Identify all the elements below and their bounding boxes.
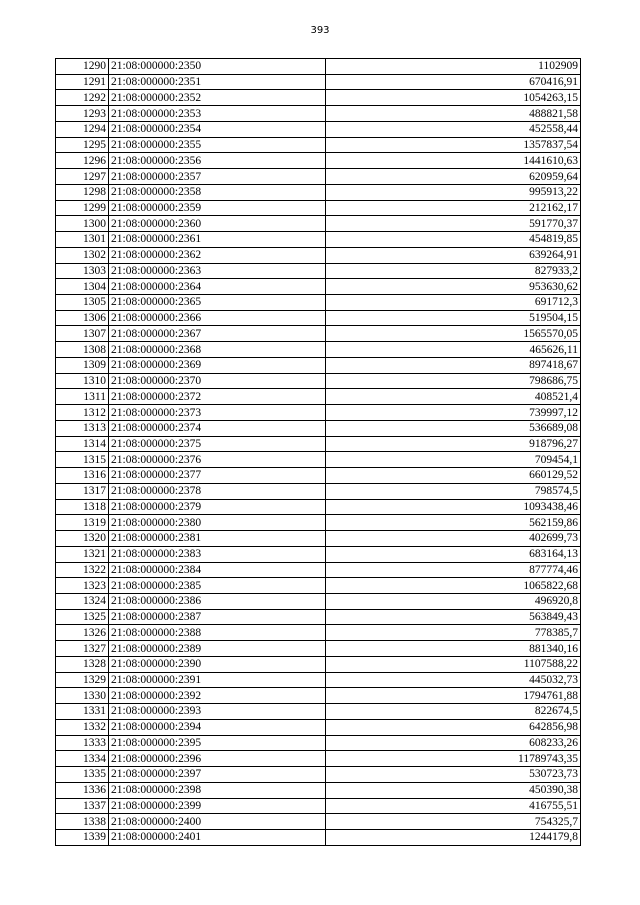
value-cell: 416755,51 xyxy=(326,798,581,814)
cadastral-number-cell: 21:08:000000:2352 xyxy=(109,90,326,106)
row-number-cell: 1316 xyxy=(56,468,109,484)
value-cell: 1794761,88 xyxy=(326,688,581,704)
cadastral-number-cell: 21:08:000000:2395 xyxy=(109,735,326,751)
cadastral-number-cell: 21:08:000000:2390 xyxy=(109,656,326,672)
table-row xyxy=(56,373,581,389)
cadastral-number-cell: 21:08:000000:2384 xyxy=(109,562,326,578)
table-row xyxy=(56,232,581,248)
table-row xyxy=(56,326,581,342)
cadastral-number-cell: 21:08:000000:2369 xyxy=(109,357,326,373)
cadastral-number-cell: 21:08:000000:2364 xyxy=(109,279,326,295)
cadastral-number-cell: 21:08:000000:2356 xyxy=(109,153,326,169)
row-number-cell: 1338 xyxy=(56,814,109,830)
table-row xyxy=(56,452,581,468)
row-number-cell: 1299 xyxy=(56,200,109,216)
table-row xyxy=(56,515,581,531)
row-number-cell: 1334 xyxy=(56,751,109,767)
value-cell: 798574,5 xyxy=(326,483,581,499)
value-cell: 562159,86 xyxy=(326,515,581,531)
row-number-cell: 1312 xyxy=(56,405,109,421)
table-row xyxy=(56,169,581,185)
value-cell: 754325,7 xyxy=(326,814,581,830)
row-number-cell: 1332 xyxy=(56,719,109,735)
table-row xyxy=(56,184,581,200)
table-row xyxy=(56,106,581,122)
value-cell: 445032,73 xyxy=(326,672,581,688)
row-number-cell: 1333 xyxy=(56,735,109,751)
cadastral-number-cell: 21:08:000000:2375 xyxy=(109,436,326,452)
cadastral-number-cell: 21:08:000000:2376 xyxy=(109,452,326,468)
value-cell: 212162,17 xyxy=(326,200,581,216)
table-row xyxy=(56,420,581,436)
value-cell: 822674,5 xyxy=(326,704,581,720)
cadastral-number-cell: 21:08:000000:2373 xyxy=(109,405,326,421)
table-row xyxy=(56,279,581,295)
row-number-cell: 1298 xyxy=(56,184,109,200)
table-row xyxy=(56,641,581,657)
table-row xyxy=(56,735,581,751)
row-number-cell: 1317 xyxy=(56,483,109,499)
table-row xyxy=(56,751,581,767)
row-number-cell: 1300 xyxy=(56,216,109,232)
cadastral-number-cell: 21:08:000000:2357 xyxy=(109,169,326,185)
cadastral-number-cell: 21:08:000000:2351 xyxy=(109,74,326,90)
value-cell: 402699,73 xyxy=(326,531,581,547)
cadastral-number-cell: 21:08:000000:2396 xyxy=(109,751,326,767)
table-row xyxy=(56,767,581,783)
table-row xyxy=(56,247,581,263)
cadastral-number-cell: 21:08:000000:2350 xyxy=(109,59,326,75)
table-row xyxy=(56,74,581,90)
row-number-cell: 1329 xyxy=(56,672,109,688)
row-number-cell: 1294 xyxy=(56,121,109,137)
value-cell: 897418,67 xyxy=(326,357,581,373)
row-number-cell: 1319 xyxy=(56,515,109,531)
row-number-cell: 1325 xyxy=(56,609,109,625)
table-row xyxy=(56,216,581,232)
cadastral-number-cell: 21:08:000000:2353 xyxy=(109,106,326,122)
table-row xyxy=(56,531,581,547)
cadastral-number-cell: 21:08:000000:2380 xyxy=(109,515,326,531)
value-cell: 1107588,22 xyxy=(326,656,581,672)
cadastral-number-cell: 21:08:000000:2400 xyxy=(109,814,326,830)
cadastral-number-cell: 21:08:000000:2370 xyxy=(109,373,326,389)
table-row xyxy=(56,782,581,798)
table-row xyxy=(56,153,581,169)
row-number-cell: 1302 xyxy=(56,247,109,263)
table-row xyxy=(56,798,581,814)
value-cell: 536689,08 xyxy=(326,420,581,436)
value-cell: 1244179,8 xyxy=(326,829,581,845)
table-row xyxy=(56,499,581,515)
row-number-cell: 1320 xyxy=(56,531,109,547)
value-cell: 1102909 xyxy=(326,59,581,75)
row-number-cell: 1326 xyxy=(56,625,109,641)
value-cell: 877774,46 xyxy=(326,562,581,578)
row-number-cell: 1321 xyxy=(56,546,109,562)
table-row xyxy=(56,342,581,358)
value-cell: 608233,26 xyxy=(326,735,581,751)
row-number-cell: 1297 xyxy=(56,169,109,185)
row-number-cell: 1301 xyxy=(56,232,109,248)
row-number-cell: 1310 xyxy=(56,373,109,389)
cadastral-number-cell: 21:08:000000:2392 xyxy=(109,688,326,704)
table-row xyxy=(56,829,581,845)
value-cell: 1093438,46 xyxy=(326,499,581,515)
row-number-cell: 1322 xyxy=(56,562,109,578)
row-number-cell: 1315 xyxy=(56,452,109,468)
row-number-cell: 1292 xyxy=(56,90,109,106)
row-number-cell: 1306 xyxy=(56,310,109,326)
cadastral-number-cell: 21:08:000000:2394 xyxy=(109,719,326,735)
value-cell: 1441610,63 xyxy=(326,153,581,169)
table-row xyxy=(56,814,581,830)
row-number-cell: 1303 xyxy=(56,263,109,279)
row-number-cell: 1304 xyxy=(56,279,109,295)
row-number-cell: 1295 xyxy=(56,137,109,153)
cadastral-number-cell: 21:08:000000:2399 xyxy=(109,798,326,814)
value-cell: 827933,2 xyxy=(326,263,581,279)
table-row xyxy=(56,389,581,405)
table-row xyxy=(56,625,581,641)
cadastral-number-cell: 21:08:000000:2362 xyxy=(109,247,326,263)
table-row xyxy=(56,719,581,735)
row-number-cell: 1323 xyxy=(56,578,109,594)
cadastral-number-cell: 21:08:000000:2368 xyxy=(109,342,326,358)
table-row xyxy=(56,310,581,326)
table-row xyxy=(56,609,581,625)
cadastral-number-cell: 21:08:000000:2385 xyxy=(109,578,326,594)
table-row xyxy=(56,436,581,452)
row-number-cell: 1335 xyxy=(56,767,109,783)
value-cell: 953630,62 xyxy=(326,279,581,295)
value-cell: 739997,12 xyxy=(326,405,581,421)
table-row xyxy=(56,656,581,672)
value-cell: 563849,43 xyxy=(326,609,581,625)
value-cell: 642856,98 xyxy=(326,719,581,735)
row-number-cell: 1308 xyxy=(56,342,109,358)
value-cell: 778385,7 xyxy=(326,625,581,641)
row-number-cell: 1330 xyxy=(56,688,109,704)
table-row xyxy=(56,578,581,594)
row-number-cell: 1339 xyxy=(56,829,109,845)
table-row xyxy=(56,688,581,704)
value-cell: 465626,11 xyxy=(326,342,581,358)
cadastral-number-cell: 21:08:000000:2360 xyxy=(109,216,326,232)
row-number-cell: 1324 xyxy=(56,593,109,609)
cadastral-number-cell: 21:08:000000:2397 xyxy=(109,767,326,783)
cadastral-number-cell: 21:08:000000:2378 xyxy=(109,483,326,499)
cadastral-number-cell: 21:08:000000:2389 xyxy=(109,641,326,657)
value-cell: 488821,58 xyxy=(326,106,581,122)
row-number-cell: 1311 xyxy=(56,389,109,405)
cadastral-number-cell: 21:08:000000:2388 xyxy=(109,625,326,641)
table-row xyxy=(56,483,581,499)
value-cell: 1357837,54 xyxy=(326,137,581,153)
table-row xyxy=(56,546,581,562)
cadastral-number-cell: 21:08:000000:2372 xyxy=(109,389,326,405)
value-cell: 1565570,05 xyxy=(326,326,581,342)
page-number: 393 xyxy=(310,25,330,36)
value-cell: 1054263,15 xyxy=(326,90,581,106)
row-number-cell: 1296 xyxy=(56,153,109,169)
table-row xyxy=(56,121,581,137)
value-cell: 995913,22 xyxy=(326,184,581,200)
value-cell: 683164,13 xyxy=(326,546,581,562)
row-number-cell: 1314 xyxy=(56,436,109,452)
value-cell: 496920,8 xyxy=(326,593,581,609)
table-row xyxy=(56,200,581,216)
registry-table-body xyxy=(56,59,581,846)
cadastral-number-cell: 21:08:000000:2354 xyxy=(109,121,326,137)
registry-table xyxy=(55,58,581,846)
row-number-cell: 1305 xyxy=(56,295,109,311)
value-cell: 519504,15 xyxy=(326,310,581,326)
value-cell: 530723,73 xyxy=(326,767,581,783)
value-cell: 450390,38 xyxy=(326,782,581,798)
cadastral-number-cell: 21:08:000000:2365 xyxy=(109,295,326,311)
value-cell: 408521,4 xyxy=(326,389,581,405)
row-number-cell: 1337 xyxy=(56,798,109,814)
value-cell: 798686,75 xyxy=(326,373,581,389)
table-row xyxy=(56,295,581,311)
cadastral-number-cell: 21:08:000000:2367 xyxy=(109,326,326,342)
value-cell: 660129,52 xyxy=(326,468,581,484)
value-cell: 454819,85 xyxy=(326,232,581,248)
cadastral-number-cell: 21:08:000000:2401 xyxy=(109,829,326,845)
value-cell: 452558,44 xyxy=(326,121,581,137)
value-cell: 620959,64 xyxy=(326,169,581,185)
cadastral-number-cell: 21:08:000000:2387 xyxy=(109,609,326,625)
value-cell: 881340,16 xyxy=(326,641,581,657)
cadastral-number-cell: 21:08:000000:2398 xyxy=(109,782,326,798)
row-number-cell: 1291 xyxy=(56,74,109,90)
row-number-cell: 1309 xyxy=(56,357,109,373)
value-cell: 918796,27 xyxy=(326,436,581,452)
table-row xyxy=(56,593,581,609)
table-row xyxy=(56,59,581,75)
value-cell: 691712,3 xyxy=(326,295,581,311)
cadastral-number-cell: 21:08:000000:2393 xyxy=(109,704,326,720)
table-row xyxy=(56,357,581,373)
row-number-cell: 1327 xyxy=(56,641,109,657)
row-number-cell: 1318 xyxy=(56,499,109,515)
table-row xyxy=(56,704,581,720)
table-row xyxy=(56,562,581,578)
cadastral-number-cell: 21:08:000000:2377 xyxy=(109,468,326,484)
row-number-cell: 1290 xyxy=(56,59,109,75)
value-cell: 591770,37 xyxy=(326,216,581,232)
cadastral-number-cell: 21:08:000000:2379 xyxy=(109,499,326,515)
cadastral-number-cell: 21:08:000000:2355 xyxy=(109,137,326,153)
cadastral-number-cell: 21:08:000000:2359 xyxy=(109,200,326,216)
cadastral-number-cell: 21:08:000000:2366 xyxy=(109,310,326,326)
cadastral-number-cell: 21:08:000000:2391 xyxy=(109,672,326,688)
row-number-cell: 1328 xyxy=(56,656,109,672)
row-number-cell: 1336 xyxy=(56,782,109,798)
row-number-cell: 1293 xyxy=(56,106,109,122)
table-row xyxy=(56,263,581,279)
cadastral-number-cell: 21:08:000000:2386 xyxy=(109,593,326,609)
cadastral-number-cell: 21:08:000000:2358 xyxy=(109,184,326,200)
row-number-cell: 1313 xyxy=(56,420,109,436)
value-cell: 709454,1 xyxy=(326,452,581,468)
cadastral-number-cell: 21:08:000000:2361 xyxy=(109,232,326,248)
cadastral-number-cell: 21:08:000000:2363 xyxy=(109,263,326,279)
table-row xyxy=(56,672,581,688)
table-row xyxy=(56,405,581,421)
cadastral-number-cell: 21:08:000000:2383 xyxy=(109,546,326,562)
value-cell: 670416,91 xyxy=(326,74,581,90)
value-cell: 639264,91 xyxy=(326,247,581,263)
cadastral-number-cell: 21:08:000000:2381 xyxy=(109,531,326,547)
row-number-cell: 1331 xyxy=(56,704,109,720)
value-cell: 11789743,35 xyxy=(326,751,581,767)
value-cell: 1065822,68 xyxy=(326,578,581,594)
cadastral-number-cell: 21:08:000000:2374 xyxy=(109,420,326,436)
table-row xyxy=(56,90,581,106)
table-row xyxy=(56,137,581,153)
row-number-cell: 1307 xyxy=(56,326,109,342)
table-row xyxy=(56,468,581,484)
